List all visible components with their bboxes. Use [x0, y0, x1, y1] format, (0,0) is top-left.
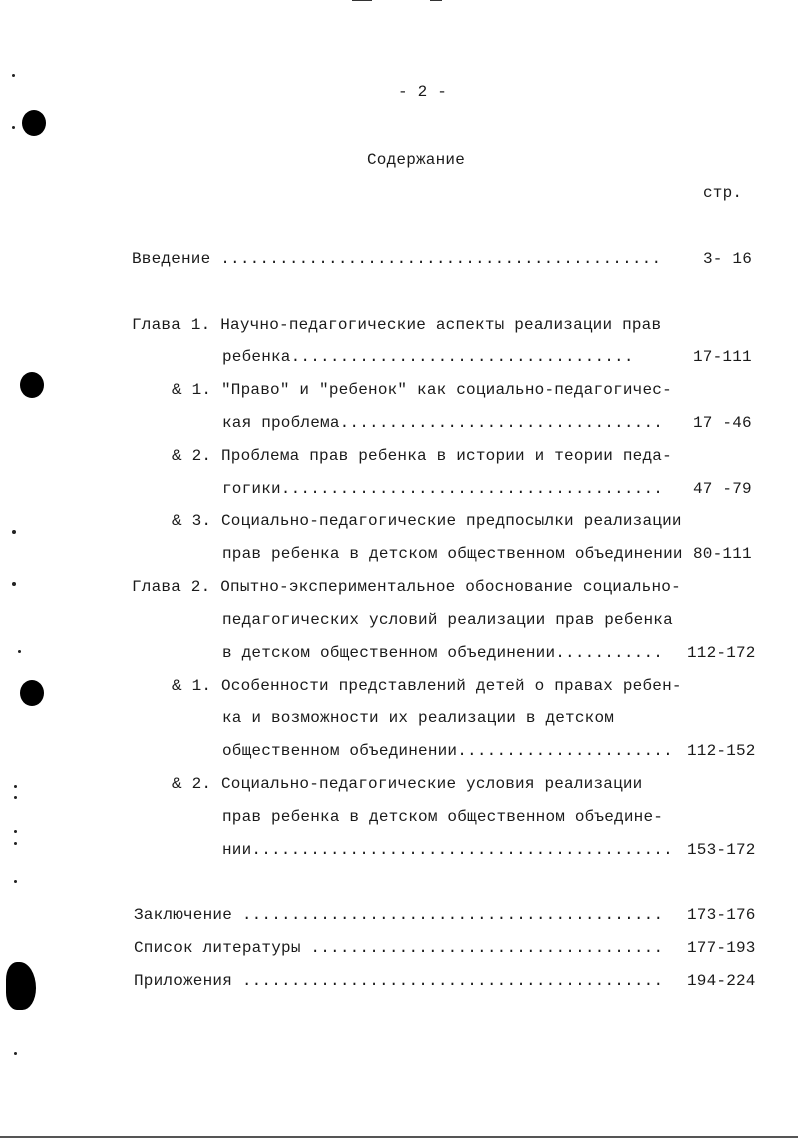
- page-column-label: стр.: [703, 184, 743, 202]
- scan-blot: [22, 110, 46, 136]
- scan-speck: [18, 650, 21, 653]
- toc-entry-pages: 194-224: [687, 972, 756, 990]
- scan-speck: [12, 74, 15, 77]
- toc-entry-text: Заключение ...........................................: [134, 906, 664, 924]
- toc-entry-pages: 173-176: [687, 906, 756, 924]
- toc-entry-text: Приложения ...........................................: [134, 972, 664, 990]
- page-number: - 2 -: [398, 83, 448, 101]
- toc-entry-text: в детском общественном объединении...........: [222, 644, 664, 662]
- toc-entry-pages: 112-152: [687, 742, 756, 760]
- toc-entry-text: гогики.......................................: [222, 480, 664, 498]
- toc-entry-text: Глава 1. Научно-педагогические аспекты реализации прав: [132, 316, 662, 334]
- scan-speck: [12, 126, 15, 129]
- toc-entry-text: Введение .............................................: [132, 250, 662, 268]
- scan-speck: [12, 582, 16, 586]
- toc-entry-text: & 3. Социально-педагогические предпосылки реализации: [172, 512, 682, 530]
- toc-entry-text: педагогических условий реализации прав ребенка: [222, 611, 673, 629]
- scan-speck: [14, 785, 17, 788]
- scan-edge-mark: [0, 1136, 798, 1138]
- scan-edge-mark: [352, 0, 372, 1]
- toc-entry-pages: 17-111: [693, 348, 752, 366]
- scan-speck: [14, 830, 17, 833]
- toc-entry-text: нии...........................................: [222, 841, 673, 859]
- scan-speck: [12, 530, 16, 534]
- toc-entry-pages: 3- 16: [703, 250, 753, 268]
- toc-entry-text: & 2. Проблема прав ребенка в истории и теории педа-: [172, 447, 672, 465]
- toc-entry-text: кая проблема.................................: [222, 414, 664, 432]
- scan-blot: [20, 372, 44, 398]
- scan-blot: [6, 962, 36, 1010]
- page-title: Содержание: [367, 151, 466, 169]
- scan-edge-mark: [430, 0, 442, 1]
- toc-entry-text: Глава 2. Опытно-экспериментальное обоснование социально-: [132, 578, 681, 596]
- toc-entry-text: ребенка...................................: [222, 348, 634, 366]
- toc-entry-text: Список литературы ....................................: [134, 939, 664, 957]
- toc-entry-pages: 17 -46: [693, 414, 752, 432]
- scan-speck: [14, 796, 17, 799]
- toc-entry-text: ка и возможности их реализации в детском: [222, 709, 615, 727]
- toc-entry-text: & 2. Социально-педагогические условия реализации: [172, 775, 643, 793]
- toc-entry-pages: 177-193: [687, 939, 756, 957]
- toc-entry-pages: 80-111: [693, 545, 752, 563]
- scan-speck: [14, 1052, 17, 1055]
- toc-entry-text: общественном объединении......................: [222, 742, 673, 760]
- toc-entry-text: прав ребенка в детском общественном объединении: [222, 545, 683, 563]
- toc-entry-pages: 153-172: [687, 841, 756, 859]
- scan-speck: [14, 880, 17, 883]
- scan-speck: [14, 842, 17, 845]
- toc-entry-text: прав ребенка в детском общественном объедине-: [222, 808, 664, 826]
- toc-entry-pages: 47 -79: [693, 480, 752, 498]
- toc-entry-text: & 1. "Право" и "ребенок" как социально-педагогичес-: [172, 381, 672, 399]
- toc-entry-pages: 112-172: [687, 644, 756, 662]
- toc-entry-text: & 1. Особенности представлений детей о правах ребен-: [172, 677, 682, 695]
- scan-blot: [20, 680, 44, 706]
